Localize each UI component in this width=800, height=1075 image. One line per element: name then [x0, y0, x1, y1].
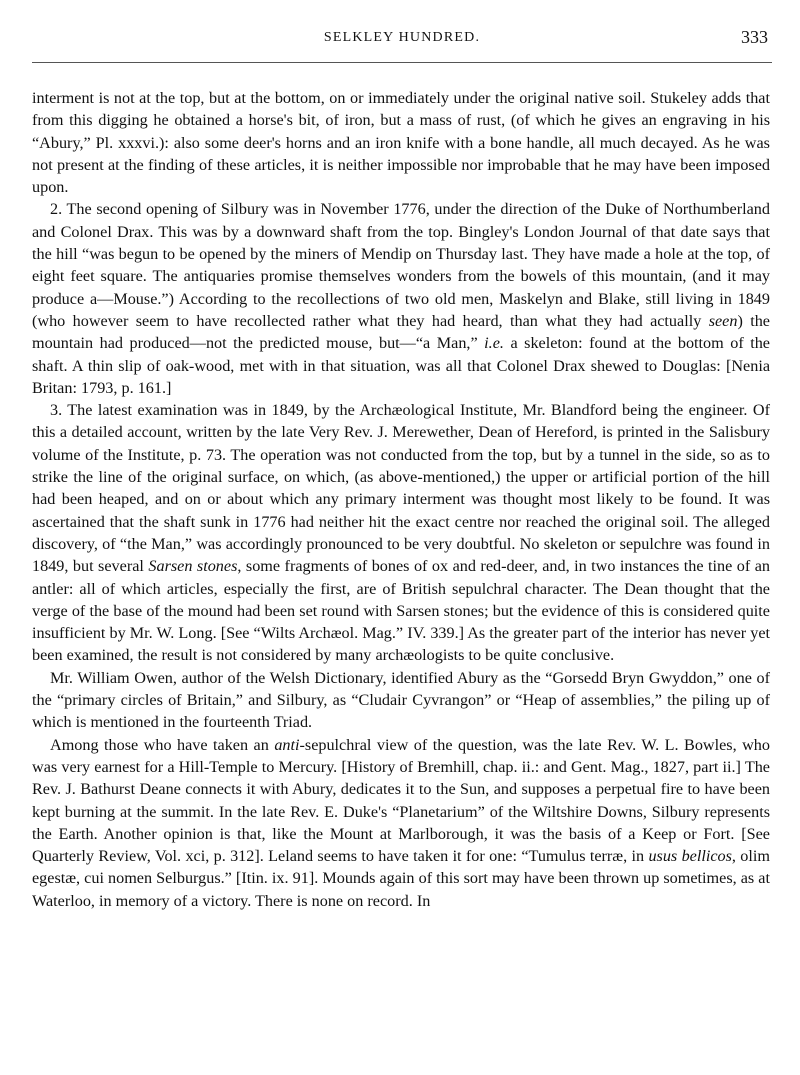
text-run: -sepulchral view of the question, was the late Rev. W. L. Bowles, who was very earnest for a Hill-Temple to Mercury. [History of Bremhill, chap. ii.: and Gent. Mag., 1827, part ii.] The Rev. J. Bathurst Deane connects it with Abury, dedicates it to the Sun, and supposes a perpetual fire to have been kept burning at the summit. In the late Rev. E. Duke's “Planetarium” of the Wiltshire Downs, Silbury represents the Earth. Another opinion is that, like the Mount at Marlborough, it was the basis of a Keep or Fort. [See Quarterly Review, Vol. xci, p. 312]. Leland seems to have taken it for one: “Tumulus terræ, in — [32, 735, 770, 866]
text-run: , olim egestæ, cui nomen Selburgus.” [Itin. ix. 91]. Mounds again of this sort may have been thrown up sometimes, as at Waterloo, in memory of a victory. There is none on record. In — [32, 847, 770, 910]
paragraph-second-opening — [32, 198, 770, 399]
header-rule — [32, 62, 772, 63]
text-run: ) the mountain had produced—not the predicted mouse, but—“a Man,” — [32, 311, 770, 353]
paragraph-william-owen — [32, 667, 770, 734]
page-number: 333 — [741, 27, 768, 47]
text-run: Mr. William Owen, author of the Welsh Dictionary, identified Abury as the “Gorsedd Bryn Gwyddon,” one of the “primary circles of Britain,” and Silbury, as “Cludair Cyvrangon” or “Heap of assemblies,” the piling up of which is mentioned in the fourteenth Triad. — [32, 668, 770, 732]
text-run: Among those who have taken an — [50, 735, 275, 754]
text-run: interment is not at the top, but at the bottom, on or immediately under the original native soil. Stukeley adds that from this digging he obtained a horse's bit, of iron, but a mass of rust, (of which he gives an engraving in his “Abury,” Pl. xxxvi.): also some deer's horns and an iron knife with a bone handle, all much decayed. As he was not present at the finding of these articles, it is neither impossible nor improbable that he may have been imposed upon. — [32, 89, 770, 197]
text-run: 3. The latest examination was in 1849, by the Archæological Institute, Mr. Blandford being the engineer. Of this a detailed account, written by the late Very Rev. J. Merewether, Dean of Hereford, is printed in the Salisbury volume of the Institute, p. 73. The operation was not conducted from the top, but by a tunnel in the side, so as to strike the line of the original surface, on which, (as above-mentioned,) the upper or artificial portion of the hill had been heaped, and on or about which any primary interment was thought most likely to be found. It was ascertained that the shaft sunk in 1776 had neither hit the exact centre nor reached the original soil. The alleged discovery, of “the Man,” was accordingly pronounced to be very doubtful. No skeleton or sepulchre was found in 1849, but several — [32, 401, 770, 576]
text-run-italic: anti — [274, 735, 300, 754]
page-header — [32, 27, 772, 52]
text-run: a skeleton: found at the bottom of the shaft. A thin slip of oak-wood, met with in that situation, was all that Colonel Drax shewed to Douglas: [Nenia Britan: 1793, p. 161.] — [32, 334, 770, 397]
text-run-italic: seen — [708, 311, 738, 330]
text-run-italic: Sarsen stones — [148, 557, 238, 576]
text-run-italic: i.e. — [484, 334, 504, 353]
running-head: SELKLEY HUNDRED. — [323, 30, 481, 45]
paragraph-latest-examination — [32, 399, 770, 667]
paragraph-continuation — [32, 87, 770, 198]
text-run: 2. The second opening of Silbury was in November 1776, under the direction of the Duke of Northumberland and Colonel Drax. This was by a downward shaft from the top. Bingley's London Journal of that date says that the hill “was begun to be opened by the miners of Mendip on Thursday last. They have made a hole at the top, of eight feet square. The antiquaries promise themselves wonders from the bowels of this mountain, (and it may produce a—Mouse.”) According to the recollections of two old men, Maskelyn and Blake, still living in 1849 (who however seem to have recollected rather what they had heard, than what they had actually — [32, 200, 770, 330]
text-run: , some fragments of bones of ox and red-deer, and, in two instances the tine of an antler: all of which articles, especially the first, are of British sepulchral character. The Dean thought that the verge of the base of the mound had been set round with Sarsen stones; but the evidence of this is considered quite insufficient by Mr. W. Long. [See “Wilts Archæol. Mag.” IV. 339.] As the greater part of the interior has never yet been examined, the result is not considered by many archæologists to be quite conclusive. — [32, 557, 770, 665]
body-text — [32, 87, 770, 912]
paragraph-anti-sepulchral — [32, 734, 770, 912]
text-run-italic: usus bellicos — [648, 847, 732, 866]
